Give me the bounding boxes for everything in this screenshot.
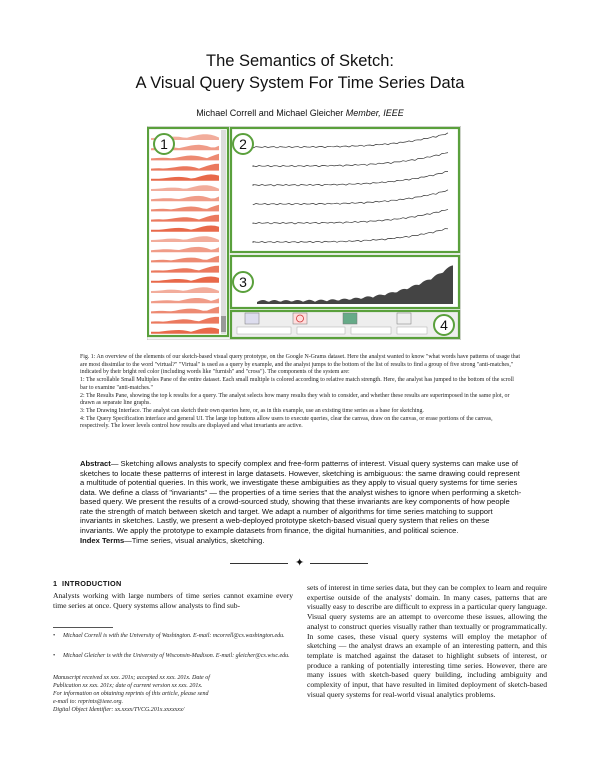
- caption-item-1: 1: The scrollable Small Multiples Pane of the entire dataset. Each small multiple is colored according to relative match strength. Here, the analyst has jumped to the bottom of the scroll bar to examine "anti-matches.": [80, 377, 514, 391]
- label-3: [233, 272, 253, 292]
- label-1: [154, 134, 174, 154]
- index-terms-text: —Time series, visual analytics, sketching.: [124, 536, 265, 545]
- svg-text:3: 3: [239, 274, 247, 290]
- right-column-text: sets of interest in time series data, but they can be complex to learn and require expertise outside of the analysts' domain. In many cases, patterns that are visually easy to describe are difficult to express in a particular query language. Visual query systems are an attempt to overcome these issues, allowing the analyst to construct queries visually rather than textually or programmatically. In some cases, these visual query systems will employ the metaphor of sketching — the analyst draws an example of an interesting pattern, and this template is matched against the dataset to highlight subsets of interest, or produce a ranking of potentially interesting time series. However, there are many issues with sketch-based query building, including ambiguity and complexity of input, that have resulted in limited deployment of sketch-based visual query systems for real-world visual analytics problems.: [307, 583, 547, 699]
- option-dropdown-1: [237, 327, 291, 334]
- index-terms-label: Index Terms: [80, 536, 125, 545]
- abstract-text: — Sketching allows analysts to specify complex and free-form patterns of interest. Visual query systems can make use of sketches to locate these patterns of interest in large datasets. However, sketching is ambiguous: the same drawing could represent a multitude of potential queries. In this work, we investigate these ambiguities as they apply to visual query systems for time series data. We define a class of "invariants" — the properties of a time series that the analyst wishes to ignore when performing a sketch-based query. We present the results of a crowd-sourced study, showing that these invariants are key components of how people rate the strength of match between sketch and target. We adapt a number of algorithms for time series matching to support invariants in sketches. Lastly, we present a web-deployed prototype sketch-based visual query system that relies on these invariants. We apply the prototype to example datasets from finance, the digital humanities, and political science.: [80, 459, 522, 535]
- divider-right: [310, 563, 368, 564]
- svg-text:4: 4: [440, 317, 448, 333]
- index-terms: [80, 536, 522, 545]
- section-heading: 1 INTRODUCTION: [53, 579, 122, 588]
- caption-item-3: 3: The Drawing Interface. The analyst can sketch their own queries here, or, as in this example, use an existing time series as a base for sketching.: [80, 407, 424, 414]
- manuscript-note: Manuscript received xx xxx. 201x; accepted xx xxx. 201x. Date of Publication xx xxx. 201x; date of current version xx xxx. 201x. For information on obtaining reprints of this article, please send e-mail to: reprints@ieee.org. Digital Object Identifier: xx.xxxx/TVCG.201x.xxxxxxx/: [53, 675, 210, 713]
- draw-button: [343, 313, 357, 324]
- label-4: [434, 315, 454, 335]
- caption-main: Fig. 1: An overview of the elements of our sketch-based visual query prototype, on the Google N-Grams dataset. Here the analyst wanted to know "what words have patterns of usage that are most dissimilar to the word "virtual?" "Virtual" is used as a query by example, and the analyst jumps to the bottom of the list of results to find a group of five strong "anti-matches," indicated by their bright red color (including words like "furnish" and "cross"). The components of the system are:: [80, 354, 520, 376]
- authors: [0, 108, 600, 118]
- footnote-rule: [53, 627, 113, 628]
- caption-item-4: 4: The Query Specification interface and general UI. The large top buttons allow users to execute queries, clear the canvas, draw on the canvas, or erase portions of the canvas, respectively. The lower levels control how results are displayed and what invariants are active.: [80, 415, 493, 430]
- left-column-text: Analysts working with large numbers of time series cannot examine every time series at once. Query systems allow analysts to find sub-: [53, 591, 293, 610]
- option-dropdown-3: [351, 327, 391, 334]
- paper-title-line-2: A Visual Query System For Time Series Data: [135, 74, 465, 92]
- figure-caption: [80, 354, 522, 431]
- footnote-1: • Michael Correll is with the University of Washington. E-mail: mcorrell@cs.washington.edu.: [53, 633, 285, 639]
- svg-text:1: 1: [160, 136, 168, 152]
- separator-diamond-icon: ✦: [295, 556, 305, 569]
- scrollbar-thumb: [221, 316, 226, 332]
- abstract-label: Abstract: [80, 459, 111, 468]
- caption-item-2: 2: The Results Pane, showing the top k results for a query. The analyst selects how many results they wish to consider, and whether these results are superimposed in the same plot, or drawn as separate line graphs.: [80, 392, 510, 407]
- author-names: Michael Correll and Michael Gleicher: [196, 108, 344, 118]
- erase-button: [397, 313, 411, 324]
- author-membership: Member, IEEE: [345, 108, 404, 118]
- option-dropdown-4: [397, 327, 427, 334]
- query-button: [245, 313, 259, 324]
- abstract: [80, 459, 522, 535]
- paper-title-line-1: The Semantics of Sketch:: [205, 52, 394, 70]
- divider-left: [230, 563, 288, 564]
- label-2: [233, 134, 253, 154]
- svg-text:2: 2: [239, 136, 247, 152]
- footnote-2: • Michael Gleicher is with the University of Wisconsin-Madison. E-mail: gleicher@cs.wisc.edu.: [53, 653, 290, 659]
- scrollbar: [221, 130, 226, 334]
- option-dropdown-2: [297, 327, 345, 334]
- figure-1: [147, 126, 461, 340]
